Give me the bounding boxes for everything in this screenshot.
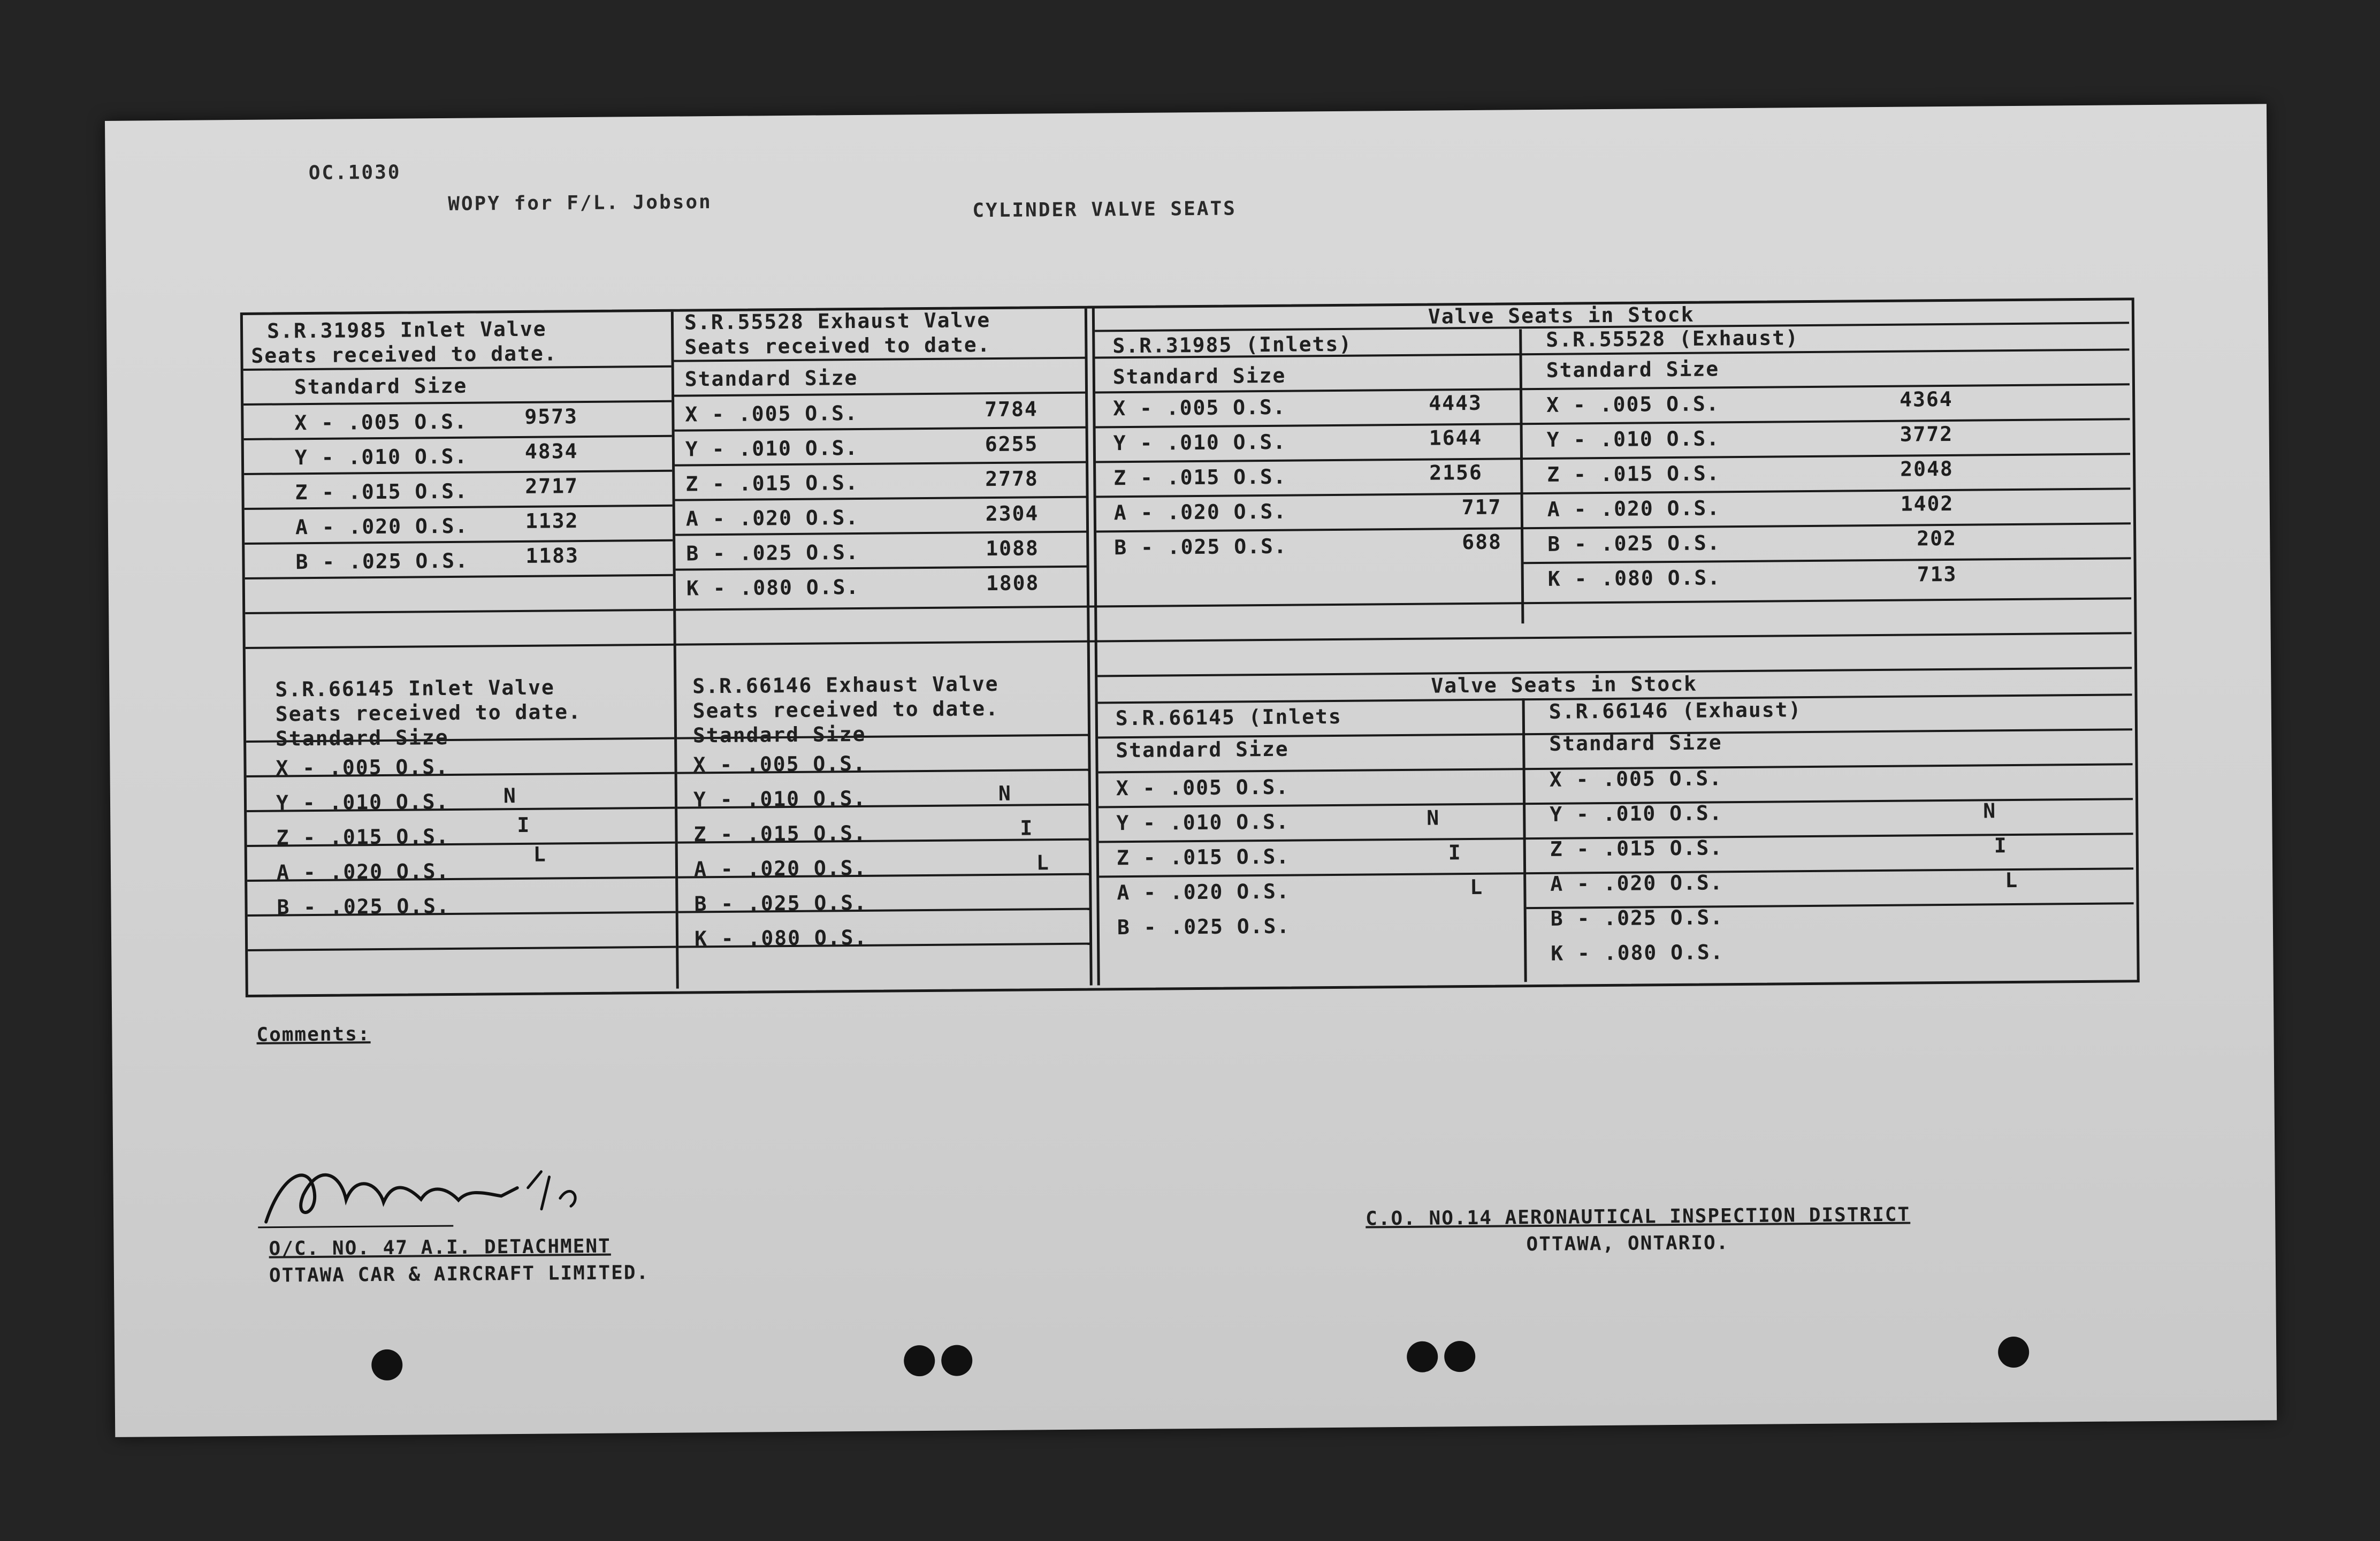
stock1-left-row-value: 688 <box>1462 530 1502 554</box>
t2-row-label: B - .025 O.S. <box>686 540 859 566</box>
stock1-right-title: S.R.55528 (Exhaust) <box>1546 326 1799 352</box>
document-title: CYLINDER VALVE SEATS <box>972 197 1237 222</box>
stock1-left-row-label: Y - .010 O.S. <box>1113 430 1287 455</box>
stock1-left-standard-size: Standard Size <box>1112 363 1286 389</box>
stock1-right-row-value: 4364 <box>1900 387 1953 411</box>
t1-row-label: A - .020 O.S. <box>295 514 469 539</box>
t4-title-line2: Seats received to date. <box>692 696 1000 723</box>
punch-hole <box>904 1345 935 1376</box>
t2-title-line1: S.R.55528 Exhaust Valve <box>684 308 991 334</box>
t1-row-label: Y - .010 O.S. <box>294 444 468 470</box>
t3-title-line2: Seats received to date. <box>275 700 582 726</box>
t2-title-line2: Seats received to date. <box>684 333 991 359</box>
t3-nil-letter: L <box>533 842 546 866</box>
t3-row-label: B - .025 O.S. <box>277 894 451 919</box>
t1-row-label: X - .005 O.S. <box>294 409 468 435</box>
stock1-right-row-label: X - .005 O.S. <box>1546 392 1720 417</box>
stock2-nil-letter: I <box>1448 841 1461 865</box>
copy-line: WOPY for F/L. Jobson <box>448 191 712 215</box>
left-signatory-title: O/C. NO. 47 A.I. DETACHMENT <box>269 1235 611 1260</box>
t4-row-label: A - .020 O.S. <box>693 856 867 881</box>
stock1-right-row-label: A - .020 O.S. <box>1547 496 1721 521</box>
stock1-left-row-label: Z - .015 O.S. <box>1113 464 1287 490</box>
stock2-left-row-label: Y - .010 O.S. <box>1116 810 1290 835</box>
stock1-left-row-value: 2156 <box>1429 460 1483 485</box>
stock1-left-row-value: 4443 <box>1429 391 1482 415</box>
t4-row-label: X - .005 O.S. <box>693 751 867 777</box>
t3-standard-size: Standard Size <box>275 725 449 751</box>
stock2-right-standard-size: Standard Size <box>1549 730 1722 756</box>
handwritten-signature <box>249 1149 624 1232</box>
stock1-right-row-label: K - .080 O.S. <box>1547 566 1721 591</box>
comments-label: Comments: <box>256 1023 371 1046</box>
stock2-nil-letter: N <box>1427 806 1439 830</box>
t4-row-label: B - .025 O.S. <box>694 890 868 916</box>
punch-hole <box>941 1345 972 1376</box>
t4-nil-letter: L <box>1036 851 1049 875</box>
document-page <box>105 104 2277 1437</box>
t3-nil-letter: I <box>517 813 530 837</box>
t2-row-label: Y - .010 O.S. <box>685 436 859 461</box>
stock1-right-row-value: 1402 <box>1900 491 1954 516</box>
stock1-left-row-label: B - .025 O.S. <box>1114 534 1287 560</box>
stock1-heading: Valve Seats in Stock <box>1428 302 1695 329</box>
stock2-right-row-label: Y - .010 O.S. <box>1550 801 1723 826</box>
t4-standard-size: Standard Size <box>692 722 866 747</box>
right-signatory-title: C.O. NO.14 AERONAUTICAL INSPECTION DISTRICT <box>1366 1203 1911 1230</box>
stock2-nil-letter: N <box>1983 799 1996 823</box>
t1-row-value: 4834 <box>524 439 578 463</box>
stock2-right-row-label: X - .005 O.S. <box>1549 766 1723 791</box>
stock2-left-standard-size: Standard Size <box>1116 737 1289 762</box>
left-signatory-company: OTTAWA CAR & AIRCRAFT LIMITED. <box>269 1262 650 1287</box>
t3-title-line1: S.R.66145 Inlet Valve <box>275 675 555 701</box>
t2-row-value: 7784 <box>985 397 1038 422</box>
t2-row-value: 2778 <box>985 467 1039 491</box>
t2-row-label: Z - .015 O.S. <box>685 470 859 496</box>
punch-hole <box>1407 1341 1438 1372</box>
stock2-heading: Valve Seats in Stock <box>1431 672 1698 698</box>
t4-title-line1: S.R.66146 Exhaust Valve <box>692 672 999 698</box>
stock1-right-row-label: Y - .010 O.S. <box>1546 426 1720 452</box>
right-signatory-location: OTTAWA, ONTARIO. <box>1526 1232 1729 1256</box>
t4-nil-letter: N <box>998 781 1011 805</box>
t4-row-label: Y - .010 O.S. <box>693 786 867 812</box>
stock2-left-row-label: X - .005 O.S. <box>1116 775 1290 800</box>
stock2-right-title: S.R.66146 (Exhaust) <box>1548 698 1802 723</box>
stock2-nil-letter: L <box>2005 868 2018 892</box>
t2-row-value: 1088 <box>986 536 1040 561</box>
t1-row-value: 1183 <box>525 544 579 568</box>
punch-hole <box>371 1349 402 1380</box>
t2-row-label: A - .020 O.S. <box>685 505 859 531</box>
stock2-left-row-label: A - .020 O.S. <box>1117 879 1290 905</box>
stock1-right-row-value: 2048 <box>1900 456 1954 481</box>
t1-row-label: B - .025 O.S. <box>295 548 469 574</box>
t1-row-value: 1132 <box>525 509 579 533</box>
t4-nil-letter: I <box>1020 816 1033 840</box>
t1-row-value: 2717 <box>525 474 579 498</box>
t1-row-label: Z - .015 O.S. <box>295 479 469 505</box>
stock1-right-row-value: 713 <box>1917 562 1957 586</box>
stock2-right-row-label: K - .080 O.S. <box>1551 940 1724 965</box>
t2-row-label: X - .005 O.S. <box>685 401 858 426</box>
stock2-right-row-label: A - .020 O.S. <box>1550 871 1723 896</box>
t3-row-label: X - .005 O.S. <box>276 754 449 780</box>
t1-standard-size: Standard Size <box>294 373 468 399</box>
stock1-left-title: S.R.31985 (Inlets) <box>1112 332 1353 358</box>
t3-row-label: Z - .015 O.S. <box>276 824 450 850</box>
t3-row-label: A - .020 O.S. <box>276 859 450 884</box>
stock1-left-row-label: X - .005 O.S. <box>1113 395 1286 421</box>
t4-row-label: Z - .015 O.S. <box>693 821 867 846</box>
stock2-nil-letter: I <box>1994 834 2007 858</box>
stock2-nil-letter: L <box>1470 875 1483 899</box>
stock1-right-row-value: 202 <box>1917 526 1957 551</box>
t1-row-value: 9573 <box>524 405 578 429</box>
stock2-right-row-label: B - .025 O.S. <box>1550 905 1724 930</box>
stock1-left-row-label: A - .020 O.S. <box>1113 499 1287 525</box>
t2-row-label: K - .080 O.S. <box>686 575 860 600</box>
stock1-right-row-label: B - .025 O.S. <box>1547 531 1721 556</box>
t2-row-value: 1808 <box>986 571 1040 596</box>
stock1-right-row-value: 3772 <box>1900 422 1954 446</box>
t3-nil-letter: N <box>503 784 516 808</box>
t2-standard-size: Standard Size <box>684 365 858 391</box>
stock1-left-row-value: 1644 <box>1429 425 1483 450</box>
stock2-right-row-label: Z - .015 O.S. <box>1550 836 1723 861</box>
punch-hole <box>1444 1341 1475 1372</box>
stock1-left-row-value: 717 <box>1461 495 1502 520</box>
stock1-right-standard-size: Standard Size <box>1546 357 1720 382</box>
t2-row-value: 6255 <box>985 432 1039 456</box>
t4-row-label: K - .080 O.S. <box>694 925 868 951</box>
t3-row-label: Y - .010 O.S. <box>276 789 449 815</box>
t2-row-value: 2304 <box>985 501 1039 526</box>
stock2-left-row-label: B - .025 O.S. <box>1117 914 1291 940</box>
document-reference: OC.1030 <box>308 161 401 185</box>
punch-hole <box>1998 1337 2029 1368</box>
stock1-right-row-label: Z - .015 O.S. <box>1547 461 1720 486</box>
t1-title-line1: S.R.31985 Inlet Valve <box>266 317 547 343</box>
stock2-left-title: S.R.66145 (Inlets <box>1115 704 1342 730</box>
stock2-left-row-label: Z - .015 O.S. <box>1116 844 1290 870</box>
t1-title-line2: Seats received to date. <box>251 341 558 368</box>
